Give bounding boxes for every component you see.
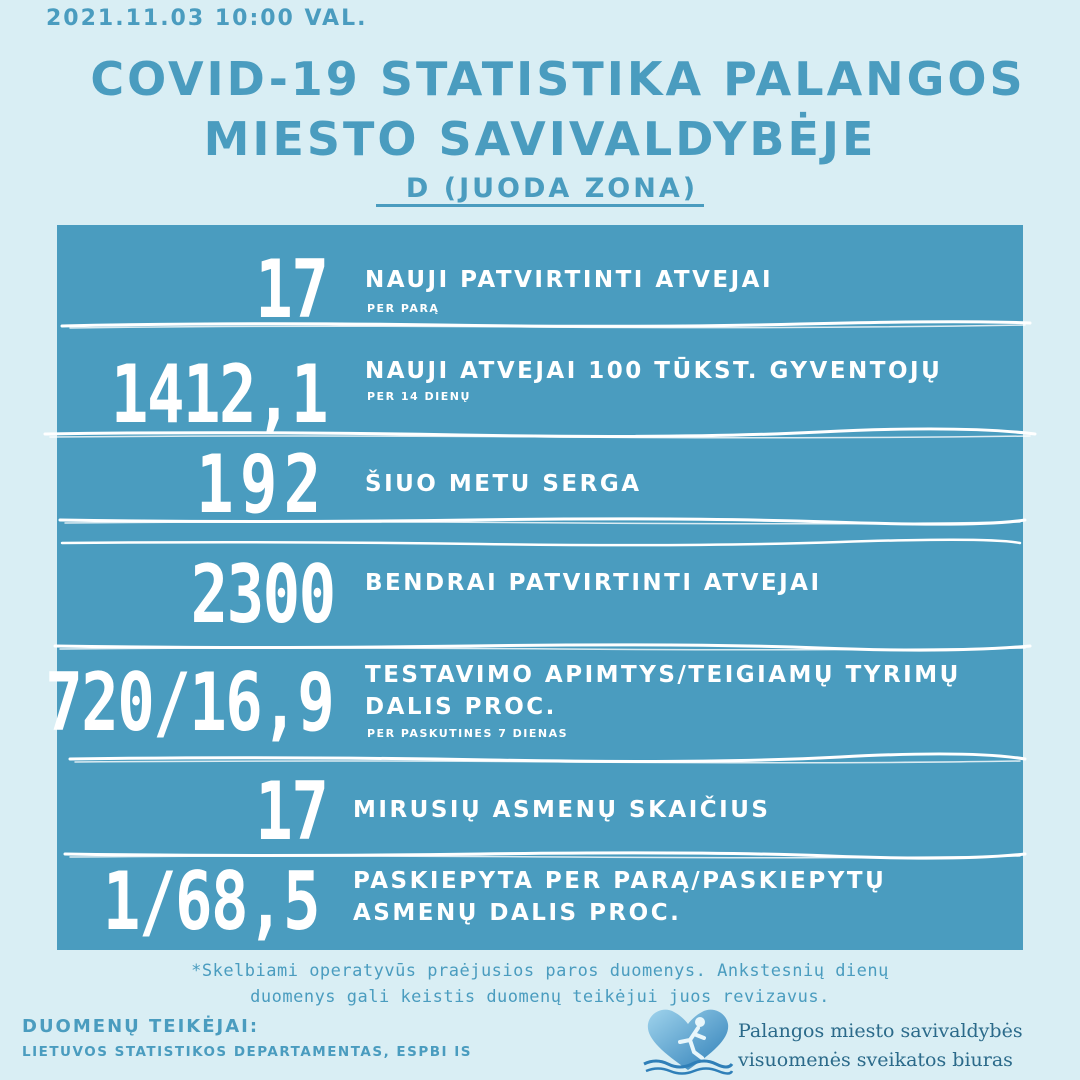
stat-row-testing (44, 656, 1023, 755)
divider-line (40, 848, 1040, 862)
divider-line (40, 318, 1040, 332)
footnote-line1: *Skelbiami operatyvūs praėjusios paros duomenys. Ankstesnių dienų (191, 961, 889, 981)
stat-row-currently-ill (57, 438, 1023, 531)
logo-text-line2: visuomenės sveikatos biuras (738, 1049, 1013, 1071)
divider-line (40, 514, 1040, 528)
stat-value: 192 (195, 438, 327, 531)
stat-value: 17 (254, 765, 327, 858)
stat-label: BENDRAI PATVIRTINTI ATVEJAI (365, 570, 822, 596)
providers-title: DUOMENŲ TEIKĖJAI: (22, 1016, 260, 1037)
stat-label-line2: DALIS PROC. (365, 694, 557, 720)
stat-row-deaths (57, 765, 1023, 858)
stat-label: NAUJI PATVIRTINTI ATVEJAI (365, 267, 774, 293)
logo-text-line1: Palangos miesto savivaldybės (738, 1020, 1023, 1042)
providers-text: LIETUVOS STATISTIKOS DEPARTAMENTAS, ESPBI IS (22, 1044, 472, 1060)
logo-text (738, 1017, 1023, 1075)
stat-sublabel: PER PASKUTINES 7 DIENAS (367, 727, 569, 740)
zone-text: D (JUODA ZONA) (376, 173, 704, 207)
divider-line (40, 427, 1040, 441)
footnote-line2: duomenys gali keistis duomenų teikėjui juos revizavus. (250, 987, 830, 1007)
stat-value: 2300 (190, 548, 335, 641)
stat-label: NAUJI ATVEJAI 100 TŪKST. GYVENTOJŲ (365, 358, 943, 384)
stat-label-line1: PASKIEPYTA PER PARĄ/PASKIEPYTŲ (353, 868, 887, 894)
stat-row-total-confirmed (57, 548, 1023, 641)
stat-value: 720/16,9 (44, 656, 333, 749)
stat-row-vaccination (57, 855, 1023, 948)
heart-runner-logo-icon (642, 1004, 734, 1076)
stat-label-line2: ASMENŲ DALIS PROC. (353, 900, 682, 926)
page-title-line1: COVID-19 STATISTIKA PALANGOS (90, 52, 1026, 106)
stat-sublabel: PER PARĄ (367, 302, 440, 315)
stat-value: 1/68,5 (102, 855, 319, 948)
date-label: 2021.11.03 10:00 VAL. (46, 6, 368, 31)
page-title-line2: MIESTO SAVIVALDYBĖJE (203, 112, 877, 166)
zone-label (0, 173, 1080, 204)
stat-value: 17 (254, 243, 327, 336)
stat-sublabel: PER 14 DIENŲ (367, 390, 471, 403)
divider-line (40, 536, 1040, 550)
divider-line (40, 752, 1040, 766)
footnote (0, 958, 1080, 1010)
stat-label-line1: TESTAVIMO APIMTYS/TEIGIAMŲ TYRIMŲ (365, 662, 961, 688)
stat-label: ŠIUO METU SERGA (365, 471, 642, 497)
divider-line (40, 640, 1040, 654)
stat-label: MIRUSIŲ ASMENŲ SKAIČIUS (353, 797, 771, 823)
stat-value: 1412,1 (110, 348, 327, 441)
